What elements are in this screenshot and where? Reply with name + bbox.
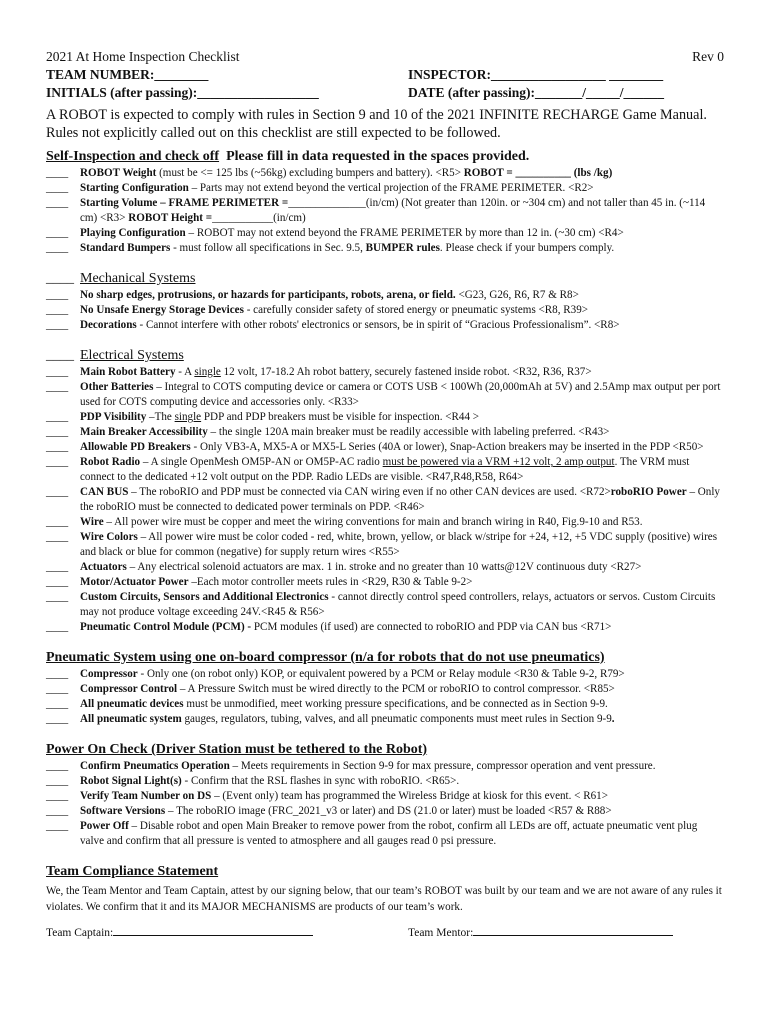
header-row-1 [46, 48, 724, 66]
checkoff-blank[interactable]: ____ [46, 441, 69, 453]
item-bold-label: Compressor [80, 668, 138, 680]
checklist-item-text [80, 485, 724, 515]
power-on-title: Power On Check (Driver Station must be tethered to the Robot) [46, 742, 428, 757]
item-bold-label: Other Batteries [80, 381, 154, 393]
checkoff-blank[interactable]: ____ [46, 366, 69, 378]
item-text: - carefully consider safety of stored energy or pneumatic systems <R8, R39> [243, 304, 589, 316]
checklist-item-text [80, 515, 724, 530]
electrical-heading [46, 347, 724, 365]
checkoff-blank[interactable]: ____ [46, 304, 69, 316]
checklist-item [46, 789, 724, 804]
checklist-item [46, 181, 724, 196]
checklist-item-text [80, 410, 724, 425]
item-bold-label: Decorations [80, 319, 137, 331]
checkoff-blank[interactable]: ____ [46, 456, 69, 468]
checkoff-blank[interactable]: ____ [46, 668, 69, 680]
checkoff-blank[interactable]: ____ [46, 182, 69, 194]
checklist-item [46, 455, 724, 485]
checklist-item [46, 759, 724, 774]
mentor-signature-line[interactable] [473, 923, 673, 936]
checkoff-blank[interactable]: ____ [46, 381, 69, 393]
checkoff-blank[interactable]: ____ [46, 289, 69, 301]
checkoff-blank[interactable]: ____ [46, 426, 69, 438]
item-text: – (Event only) team has programmed the Wireless Bridge at kiosk for this event. < R61> [211, 790, 608, 802]
item-bold-label: Compressor Control [80, 683, 178, 695]
checklist-item-text [80, 819, 724, 849]
captain-signature-line[interactable] [113, 923, 313, 936]
checkoff-blank[interactable]: ____ [46, 242, 69, 254]
mechanical-title: Mechanical Systems [80, 271, 196, 286]
item-text: - Cannot interfere with other robots' electronics or sensors, be in spirit of “Gracious Professionalism”. <R8> [136, 319, 620, 331]
checkoff-blank[interactable]: ____ [46, 516, 69, 528]
checklist-item [46, 303, 724, 318]
item-underlined-text: single [174, 411, 202, 423]
checklist-item-text [80, 590, 724, 620]
checklist-item-text [80, 318, 724, 333]
item-bold-label: Verify Team Number on DS [80, 790, 212, 802]
item-text: - Only one (on robot only) KOP, or equivalent powered by a PCM or Relay module <R30 & Table 9-2, R79> [137, 668, 625, 680]
checklist-item-text [80, 455, 724, 485]
checklist-item [46, 682, 724, 697]
item-bold-label: Wire Colors [80, 531, 138, 543]
item-bold-label: No Unsafe Energy Storage Devices [80, 304, 244, 316]
checklist-item-text [80, 288, 724, 303]
checklist-item-text [80, 560, 724, 575]
item-text: – All power wire must be color coded - red, white, brown, yellow, or black w/stripe for +24, +12, +5 VDC supply (positive) wires and black or blue for common (negative) for supply return wires <R55> [80, 531, 718, 558]
compliance-title: Team Compliance Statement [46, 864, 219, 879]
checkoff-blank[interactable]: ____ [46, 486, 69, 498]
item-text: – the single 120A main breaker must be readily accessible with labeling preferred. <R43> [207, 426, 610, 438]
item-text: –The [146, 411, 175, 423]
item-text: (must be <= 125 lbs (~56kg) excluding bumpers and battery). <R5> [156, 167, 464, 179]
checklist-item [46, 425, 724, 440]
checklist-page [46, 48, 724, 939]
captain-label: Team Captain: [46, 927, 114, 939]
checklist-item-text [80, 380, 724, 410]
team-number-field[interactable]: TEAM NUMBER:________ [46, 67, 209, 82]
checkoff-blank[interactable]: ____ [46, 683, 69, 695]
item-text: must be unmodified, meet working pressure specifications, and be connected as in Section 9-9. [183, 698, 608, 710]
checkoff-blank[interactable]: ____ [46, 227, 69, 239]
item-underlined-text: single [194, 366, 221, 378]
checklist-item-text [80, 774, 724, 789]
checklist-item [46, 196, 724, 226]
checklist-item [46, 819, 724, 849]
checklist-item [46, 667, 724, 682]
checklist-item-text [80, 226, 724, 241]
item-bold-label: Main Robot Battery [80, 366, 176, 378]
item-bold-label: CAN BUS [80, 486, 129, 498]
checklist-item [46, 241, 724, 256]
item-bold-label: Pneumatic Control Module (PCM) - [80, 621, 252, 633]
checkoff-blank[interactable]: ____ [46, 775, 69, 787]
checklist-item [46, 560, 724, 575]
item-bold-label: All pneumatic system [80, 713, 182, 725]
self-inspection-heading [46, 148, 724, 166]
item-text: – Integral to COTS computing device or camera or COTS USB < 100Wh (20,000mAh at 5V) and 2.5Amp max output per port used for COTS computing device and accessories only. <R33> [80, 381, 721, 408]
checkoff-blank[interactable]: ____ [46, 167, 69, 179]
item-text: – ROBOT may not extend beyond the FRAME PERIMETER by more than 12 in. (~30 cm) <R4> [185, 227, 624, 239]
checklist-item-text [80, 530, 724, 560]
checkoff-blank[interactable]: ____ [46, 591, 69, 603]
checklist-item [46, 440, 724, 455]
item-bold-label: Wire [80, 516, 104, 528]
self-inspection-subtitle: Please fill in data requested in the spaces provided. [226, 149, 530, 164]
item-text: - must follow all specifications in Sec. 9.5, [170, 242, 366, 254]
checklist-item [46, 288, 724, 303]
checklist-item-text [80, 759, 724, 774]
item-text: – The roboRIO and PDP must be connected via CAN wiring even if no other CAN devices are used. <R72> [128, 486, 611, 498]
item-bold-label: Starting Configuration [80, 182, 189, 194]
electrical-list [46, 365, 724, 635]
power-on-list [46, 759, 724, 849]
checkoff-blank[interactable]: ____ [46, 197, 69, 209]
item-text: gauges, regulators, tubing, valves, and all pneumatic components must meet rules in Section 9-9 [181, 713, 612, 725]
item-text: – Only the roboRIO must be connected to dedicated power terminals on PDP. <R46> [80, 486, 720, 513]
checklist-item-text [80, 303, 724, 318]
item-underlined-text: must be powered via a VRM +12 volt, 2 amp output [382, 456, 615, 468]
item-bold-label: ROBOT Weight [80, 167, 157, 179]
mentor-signature [408, 923, 673, 939]
checkoff-blank[interactable]: ____ [46, 790, 69, 802]
item-text: PCM modules (if used) are connected to roboRIO and PDP via CAN bus <R71> [251, 621, 612, 633]
item-bold-label: Robot Radio [80, 456, 141, 468]
item-bold-label: All pneumatic devices [80, 698, 184, 710]
item-bold-label: roboRIO Power [610, 486, 687, 498]
item-text: ___________(in/cm) [212, 212, 306, 224]
item-text: –Each motor controller meets rules in <R29, R30 & Table 9-2> [188, 576, 473, 588]
checklist-item [46, 365, 724, 380]
item-text: <G23, G26, R6, R7 & R8> [455, 289, 579, 301]
item-text: – Meets requirements in Section 9-9 for max pressure, compressor operation and vent pressure. [229, 760, 656, 772]
checklist-item-text [80, 575, 724, 590]
item-text: – Any electrical solenoid actuators are max. 1 in. stroke and no greater than 10 watts@12V continuous duty <R27> [126, 561, 642, 573]
checklist-item-text [80, 682, 724, 697]
checklist-item [46, 410, 724, 425]
checklist-item [46, 712, 724, 727]
item-bold-label: Robot Signal Light(s) [80, 775, 182, 787]
checklist-item-text [80, 804, 724, 819]
revision-label: Rev 0 [692, 49, 724, 64]
item-text: - A [175, 366, 195, 378]
checklist-item [46, 515, 724, 530]
checklist-item [46, 697, 724, 712]
checklist-item-text [80, 166, 724, 181]
item-bold-label: No sharp edges, protrusions, or hazards for participants, robots, arena, or field. [80, 289, 456, 301]
item-text: – A single OpenMesh OM5P-AN or OM5P-AC radio [140, 456, 383, 468]
pneumatic-title: Pneumatic System using one on-board compressor (n/a for robots that do not use pneumatics) [46, 650, 605, 665]
checklist-item-text [80, 181, 724, 196]
item-bold-label: Allowable PD Breakers [80, 441, 191, 453]
electrical-title: Electrical Systems [80, 348, 184, 363]
item-text: . Please check if your bumpers comply. [439, 242, 615, 254]
item-bold-label: Standard Bumpers [80, 242, 171, 254]
item-text: 12 volt, 17-18.2 Ah robot battery, securely fastened inside robot. <R32, R36, R37> [220, 366, 592, 378]
date-field[interactable]: DATE (after passing):_______/_____/______ [408, 85, 664, 100]
checklist-item [46, 485, 724, 515]
item-bold-label: Software Versions [80, 805, 166, 817]
mechanical-heading [46, 270, 724, 288]
header-row-3 [46, 84, 724, 102]
compliance-statement: We, the Team Mentor and Team Captain, attest by our signing below, that our team’s ROBOT was built by our team and we are not aware of any rules it violates. We confirm that it and its MAJOR MECHANISMS are products of our team’s work. [46, 885, 722, 913]
checklist-item-text [80, 425, 724, 440]
checklist-item-text [80, 789, 724, 804]
mechanical-list [46, 288, 724, 333]
item-bold-label: Actuators [80, 561, 127, 573]
checkoff-blank[interactable]: ____ [46, 713, 69, 725]
item-bold-label: ROBOT Height = [128, 212, 213, 224]
mentor-label: Team Mentor: [408, 927, 474, 939]
item-text: ______________(in/cm) (Not greater than 120in. or ~304 cm) and not taller than 45 in. (~114 cm) <R3> [80, 197, 706, 224]
checkoff-blank[interactable]: ____ [46, 621, 69, 633]
checkoff-blank[interactable]: ____ [46, 531, 69, 543]
checklist-item [46, 380, 724, 410]
item-bold-label: Power Off [80, 820, 129, 832]
self-inspection-list [46, 166, 724, 256]
checkoff-blank[interactable]: ____ [46, 319, 69, 331]
item-text: – A Pressure Switch must be wired directly to the PCM or roboRIO to control compressor. <R85> [177, 683, 615, 695]
header-row-2 [46, 66, 724, 84]
checklist-item-text [80, 712, 724, 727]
checklist-item-text [80, 241, 724, 256]
item-bold-label: . [611, 713, 615, 725]
item-bold-label: ROBOT = __________ (lbs /kg) [463, 167, 613, 179]
item-text: - Confirm that the RSL flashes in sync with roboRIO. <R65>. [181, 775, 460, 787]
checklist-item-text [80, 697, 724, 712]
item-bold-label: Motor/Actuator Power [80, 576, 189, 588]
item-bold-label: Starting Volume – FRAME PERIMETER = [80, 197, 289, 209]
electrical-checkbox-blank[interactable]: ____ [46, 348, 74, 363]
item-bold-label: BUMPER rules [365, 242, 440, 254]
item-text: – Parts may not extend beyond the vertical projection of the FRAME PERIMETER. <R2> [188, 182, 594, 194]
checkoff-blank[interactable]: ____ [46, 760, 69, 772]
checklist-item [46, 774, 724, 789]
checklist-item [46, 804, 724, 819]
checkoff-blank[interactable]: ____ [46, 698, 69, 710]
checkoff-blank[interactable]: ____ [46, 411, 69, 423]
self-inspection-title: Self-Inspection and check off [46, 149, 220, 164]
item-text: PDP and PDP breakers must be visible for inspection. <R44 > [201, 411, 480, 423]
item-text: - cannot directly control speed controllers, relays, actuators or servos. Custom Circuits may not produce voltage exceeding 24V.<R45 & R56> [80, 591, 716, 618]
inspector-field[interactable]: INSPECTOR:_________________ ________ [408, 67, 664, 82]
item-bold-label: Confirm Pneumatics Operation [80, 760, 230, 772]
item-bold-label: Main Breaker Accessibility [80, 426, 208, 438]
item-bold-label: Custom Circuits, Sensors and Additional Electronics [80, 591, 329, 603]
initials-field[interactable]: INITIALS (after passing):__________________ [46, 85, 319, 100]
document-title: 2021 At Home Inspection Checklist [46, 49, 240, 64]
item-text: – Disable robot and open Main Breaker to remove power from the robot, confirm all LEDs are off, actuate pneumatic vent plug valve and confirm that all pressure is vented to atmosphere and all gauges read 0 psi pressure. [80, 820, 698, 847]
item-bold-label: Playing Configuration [80, 227, 186, 239]
checkoff-blank[interactable]: ____ [46, 576, 69, 588]
item-text: – The roboRIO image (FRC_2021_v3 or later) and DS (21.0 or later) must be loaded <R57 & R88> [165, 805, 612, 817]
checklist-item-text [80, 196, 724, 226]
checklist-item-text [80, 620, 724, 635]
item-text: . The VRM must connect to the dedicated +12 volt output on the PDP. Radio LEDs are visible. <R47,R48,R58, R64> [80, 456, 690, 483]
pneumatic-list [46, 667, 724, 727]
checklist-item-text [80, 667, 724, 682]
checklist-item-text [80, 440, 724, 455]
captain-signature [46, 923, 408, 939]
checklist-item [46, 530, 724, 560]
signature-row [46, 923, 724, 939]
mechanical-checkbox-blank[interactable]: ____ [46, 271, 74, 286]
item-bold-label: PDP Visibility [80, 411, 147, 423]
checklist-item [46, 226, 724, 241]
checklist-item [46, 575, 724, 590]
checkoff-blank[interactable]: ____ [46, 561, 69, 573]
checkoff-blank[interactable]: ____ [46, 820, 69, 832]
checklist-item [46, 166, 724, 181]
item-text: - Only VB3-A, MX5-A or MX5-L Series (40A or lower), Snap-Action breakers may be inserted in the PDP <R50> [190, 441, 704, 453]
item-text: – All power wire must be copper and meet the wiring conventions for main and branch wiring in R40, Fig.9-10 and R53. [103, 516, 643, 528]
intro-paragraph: A ROBOT is expected to comply with rules in Section 9 and 10 of the 2021 INFINITE RECHARGE Game Manual. Rules not explicitly called out on this checklist are still expected to be followed. [46, 107, 707, 141]
checkoff-blank[interactable]: ____ [46, 805, 69, 817]
checklist-item [46, 620, 724, 635]
checklist-item [46, 590, 724, 620]
checklist-item [46, 318, 724, 333]
checklist-item-text [80, 365, 724, 380]
